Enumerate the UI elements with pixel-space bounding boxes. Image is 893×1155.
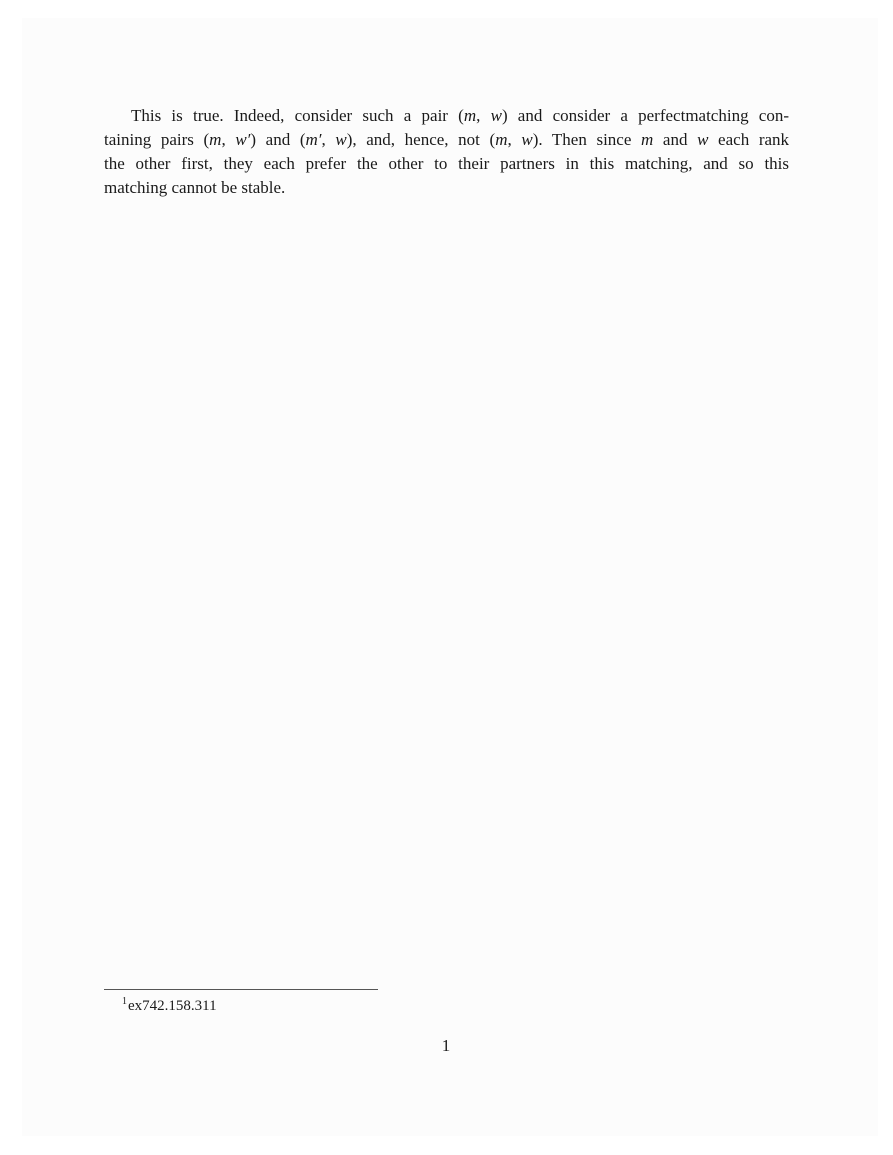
paragraph-line-1: This is true. Indeed, consider such a pair (m, w) and consider a perfectmatching con- [131,106,789,125]
math-var: m [463,106,477,125]
math-var: m [209,130,222,149]
math-var: w [697,130,709,149]
page-number: 1 [441,1036,451,1055]
paragraph-line-2: taining pairs (m, w′) and (m′, w), and, hence, not (m, w). Then since m and w each rank [104,130,790,149]
math-var: w [490,106,502,125]
math-var: w′ [235,130,251,149]
footnote-marker: 1 [122,996,127,1007]
math-var: w [335,130,347,149]
footnote-text: ex742.158.311 [128,998,217,1014]
footnote-rule [104,989,378,990]
math-var: m′ [305,130,322,149]
math-var: w [521,130,533,149]
math-var: m [641,130,654,149]
body-paragraph [104,104,789,200]
math-var: m [495,130,508,149]
footnote [122,992,217,1016]
paragraph-line-3: the other first, they each prefer the other to their partners in this matching, and so this [104,154,789,173]
paragraph-line-4: matching cannot be stable. [104,178,286,197]
